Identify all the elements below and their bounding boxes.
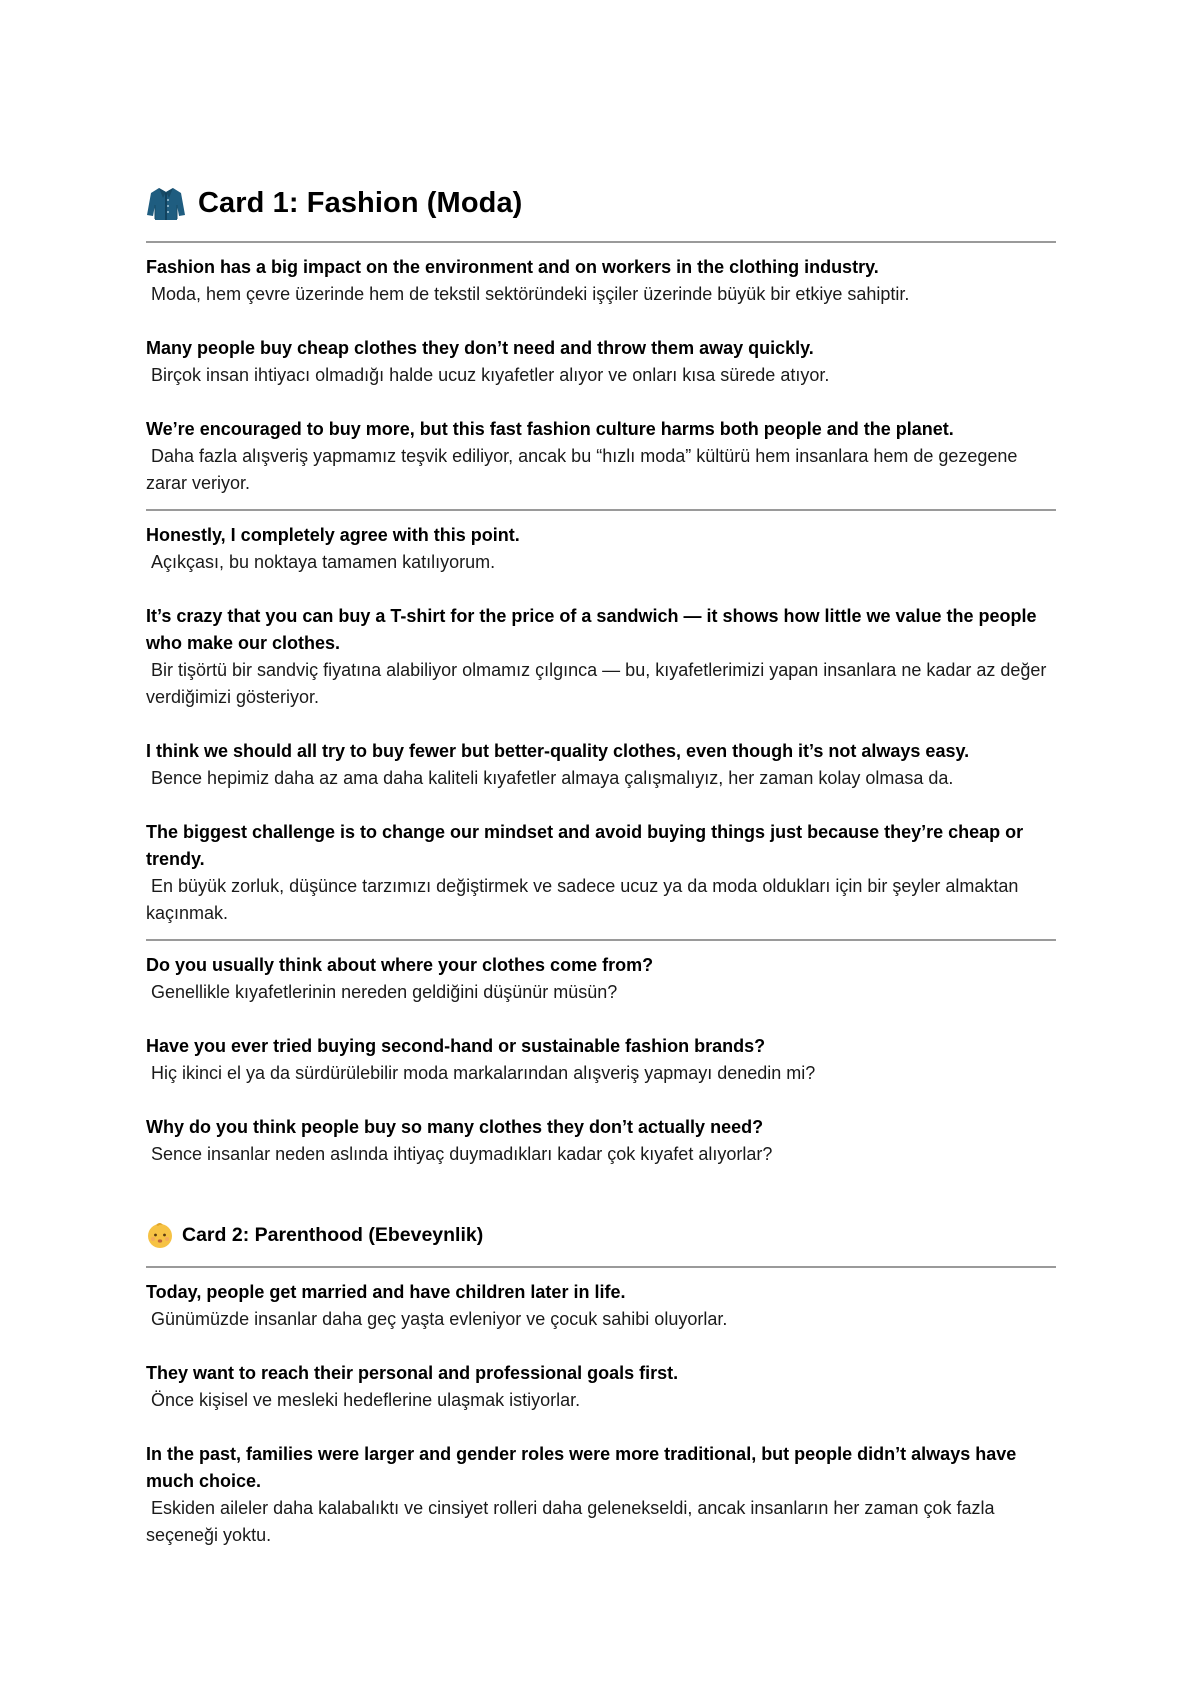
- turkish-translation: Bir tişörtü bir sandviç fiyatına alabiliyor olmamız çılgınca — bu, kıyafetlerimizi yapan insanlara ne kadar az değer verdiğimizi gösteriyor.: [146, 660, 1047, 707]
- turkish-translation: Eskiden aileler daha kalabalıktı ve cinsiyet rolleri daha gelenekseldi, ancak insanların her zaman çok fazla seçeneği yoktu.: [146, 1498, 995, 1545]
- english-sentence: Many people buy cheap clothes they don’t need and throw them away quickly.: [146, 338, 814, 358]
- card2-title: Card 2: Parenthood (Ebeveynlik): [182, 1223, 484, 1246]
- english-sentence: Why do you think people buy so many clothes they don’t actually need?: [146, 1117, 764, 1137]
- document-page: [146, 178, 1056, 1549]
- list-item: [146, 603, 1056, 711]
- turkish-translation: Sence insanlar neden aslında ihtiyaç duymadıkları kadar çok kıyafet alıyorlar?: [151, 1144, 773, 1164]
- card1-title: Card 1: Fashion (Moda): [198, 186, 523, 219]
- divider: [146, 509, 1056, 511]
- list-item: [146, 738, 1056, 792]
- list-item: [146, 254, 1056, 308]
- turkish-translation: Açıkçası, bu noktaya tamamen katılıyorum.: [151, 552, 496, 572]
- turkish-translation: En büyük zorluk, düşünce tarzımızı değiştirmek ve sadece ucuz ya da moda oldukları için bir şeyler almaktan kaçınmak.: [146, 876, 1019, 923]
- english-sentence: Fashion has a big impact on the environment and on workers in the clothing industry.: [146, 257, 879, 277]
- turkish-translation: Bence hepimiz daha az ama daha kaliteli kıyafetler almaya çalışmalıyız, her zaman kolay olmasa da.: [151, 768, 954, 788]
- divider: [146, 939, 1056, 941]
- list-item: [146, 1441, 1056, 1549]
- card2-header: [146, 1218, 1056, 1252]
- list-item: [146, 416, 1056, 497]
- list-item: [146, 522, 1056, 576]
- list-item: [146, 1033, 1056, 1087]
- list-item: [146, 1360, 1056, 1414]
- english-sentence: Have you ever tried buying second-hand or sustainable fashion brands?: [146, 1036, 766, 1056]
- card1-header: [146, 178, 1056, 228]
- card1-section-opinions: [146, 522, 1056, 927]
- turkish-translation: Genellikle kıyafetlerinin nereden geldiğini düşünür müsün?: [151, 982, 618, 1002]
- turkish-translation: Önce kişisel ve mesleki hedeflerine ulaşmak istiyorlar.: [151, 1390, 581, 1410]
- turkish-translation: Daha fazla alışveriş yapmamız teşvik ediliyor, ancak bu “hızlı moda” kültürü hem insanlara hem de gezegene zarar veriyor.: [146, 446, 1018, 493]
- turkish-translation: Günümüzde insanlar daha geç yaşta evleniyor ve çocuk sahibi oluyorlar.: [151, 1309, 728, 1329]
- english-sentence: I think we should all try to buy fewer but better-quality clothes, even though it’s not always easy.: [146, 741, 970, 761]
- english-sentence: They want to reach their personal and professional goals first.: [146, 1363, 679, 1383]
- turkish-translation: Moda, hem çevre üzerinde hem de tekstil sektöründeki işçiler üzerinde büyük bir etkiye sahiptir.: [151, 284, 910, 304]
- divider: [146, 1266, 1056, 1268]
- coat-icon: [146, 185, 186, 221]
- english-sentence: The biggest challenge is to change our mindset and avoid buying things just because they’re cheap or trendy.: [146, 822, 1024, 869]
- english-sentence: It’s crazy that you can buy a T-shirt for the price of a sandwich — it shows how little we value the people who make our clothes.: [146, 606, 1037, 653]
- english-sentence: Today, people get married and have children later in life.: [146, 1282, 626, 1302]
- card1-section-questions: [146, 952, 1056, 1168]
- baby-face-icon: [146, 1221, 174, 1249]
- english-sentence: In the past, families were larger and gender roles were more traditional, but people didn’t always have much choice.: [146, 1444, 1017, 1491]
- english-sentence: We’re encouraged to buy more, but this fast fashion culture harms both people and the planet.: [146, 419, 954, 439]
- list-item: [146, 1279, 1056, 1333]
- turkish-translation: Birçok insan ihtiyacı olmadığı halde ucuz kıyafetler alıyor ve onları kısa sürede atıyor.: [151, 365, 830, 385]
- turkish-translation: Hiç ikinci el ya da sürdürülebilir moda markalarından alışveriş yapmayı denedin mi?: [151, 1063, 816, 1083]
- list-item: [146, 819, 1056, 927]
- list-item: [146, 952, 1056, 1006]
- list-item: [146, 335, 1056, 389]
- card1-section-statements: [146, 254, 1056, 497]
- english-sentence: Do you usually think about where your clothes come from?: [146, 955, 654, 975]
- list-item: [146, 1114, 1056, 1168]
- card2-section-statements: [146, 1279, 1056, 1549]
- english-sentence: Honestly, I completely agree with this point.: [146, 525, 520, 545]
- divider: [146, 241, 1056, 243]
